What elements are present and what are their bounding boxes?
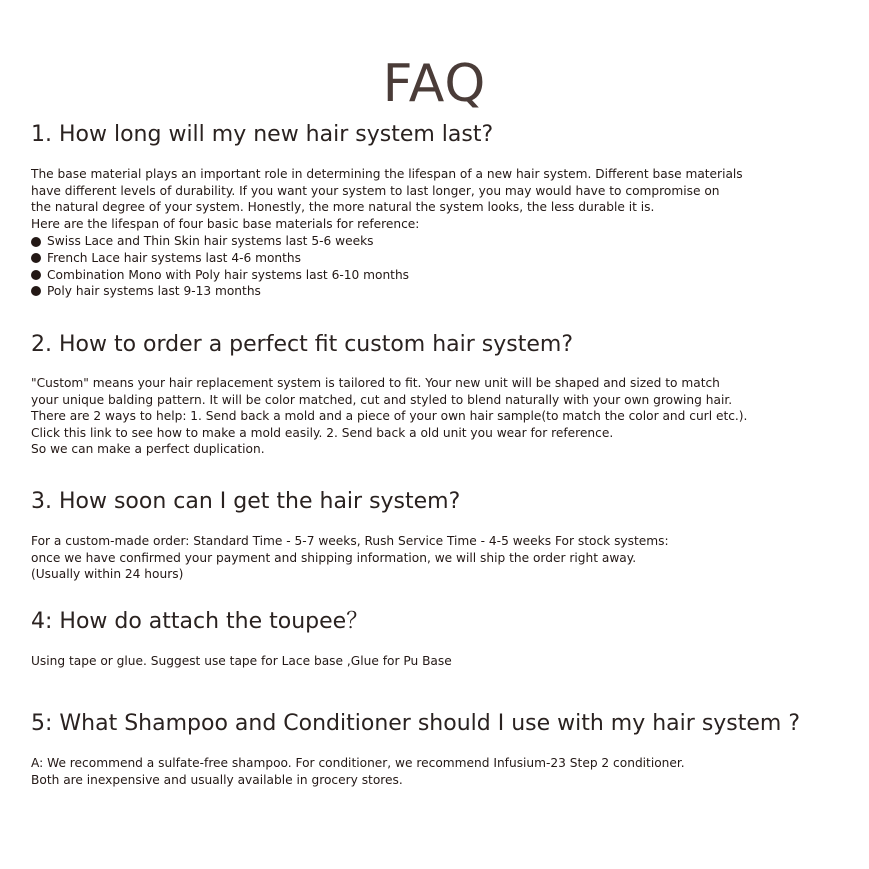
- answer-line: The base material plays an important role in determining the lifespan of a new hair system. Different base materials: [31, 167, 743, 181]
- page-title: FAQ: [382, 54, 487, 114]
- answer-line: Click this link to see how to make a mold easily. 2. Send back a old unit you wear for reference.: [31, 425, 614, 440]
- lifespan-list: [31, 233, 851, 299]
- faq-answer: [31, 166, 851, 232]
- list-item: [31, 283, 851, 300]
- faq-item-5: [31, 709, 851, 788]
- bullet-icon: [31, 286, 41, 296]
- answer-line: So we can make a perfect duplication.: [31, 442, 265, 457]
- bullet-icon: [31, 253, 41, 263]
- answer-line: For a custom-made order: Standard Time - 5-7 weeks, Rush Service Time - 4-5 weeks For stock systems:: [31, 534, 669, 548]
- list-item: [31, 233, 851, 250]
- faq-question: 3. How soon can I get the hair system?: [31, 489, 461, 514]
- faq-question: 5: What Shampoo and Conditioner should I use with my hair system ?: [31, 711, 801, 736]
- bullet-icon: [31, 270, 41, 280]
- answer-line: Both are inexpensive and usually available in grocery stores.: [31, 772, 403, 787]
- answer-line: your unique balding pattern. It will be color matched, cut and styled to blend naturally with your own growing hair.: [31, 392, 733, 407]
- faq-answer: [31, 755, 851, 788]
- faq-question: 1. How long will my new hair system last?: [31, 122, 494, 147]
- list-item-text: Swiss Lace and Thin Skin hair systems last 5-6 weeks: [47, 234, 374, 249]
- answer-line: A: We recommend a sulfate-free shampoo. For conditioner, we recommend Infusium-23 Step 2 conditioner.: [31, 756, 685, 770]
- answer-line: "Custom" means your hair replacement system is tailored to fit. Your new unit will be shaped and sized to match: [31, 376, 720, 390]
- faq-answer: [31, 533, 851, 583]
- faq-item-3: [31, 487, 851, 583]
- faq-question: 4: How do attach the toupee？: [31, 609, 369, 634]
- answer-line: the natural degree of your system. Honestly, the more natural the system looks, the less durable it is.: [31, 200, 655, 215]
- bullet-icon: [31, 237, 41, 247]
- answer-line: Here are the lifespan of four basic base materials for reference:: [31, 216, 420, 231]
- faq-item-4: [31, 607, 851, 670]
- answer-line: once we have confirmed your payment and shipping information, we will ship the order right away.: [31, 550, 637, 565]
- faq-answer: [31, 375, 851, 458]
- faq-question: 2. How to order a perfect fit custom hair system?: [31, 332, 573, 357]
- faq-answer: [31, 653, 851, 670]
- list-item: [31, 267, 851, 284]
- answer-line: There are 2 ways to help: 1. Send back a mold and a piece of your own hair sample(to match the color and curl etc.).: [31, 409, 748, 424]
- list-item: [31, 250, 851, 267]
- list-item-text: French Lace hair systems last 4-6 months: [47, 250, 302, 265]
- answer-line: have different levels of durability. If you want your system to last longer, you may would have to compromise on: [31, 183, 720, 198]
- faq-item-2: [31, 330, 851, 458]
- faq-item-1: [31, 120, 851, 300]
- list-item-text: Combination Mono with Poly hair systems last 6-10 months: [47, 267, 410, 282]
- answer-line: (Usually within 24 hours): [31, 567, 184, 582]
- answer-line: Using tape or glue. Suggest use tape for Lace base ,Glue for Pu Base: [31, 654, 452, 668]
- list-item-text: Poly hair systems last 9-13 months: [47, 284, 261, 299]
